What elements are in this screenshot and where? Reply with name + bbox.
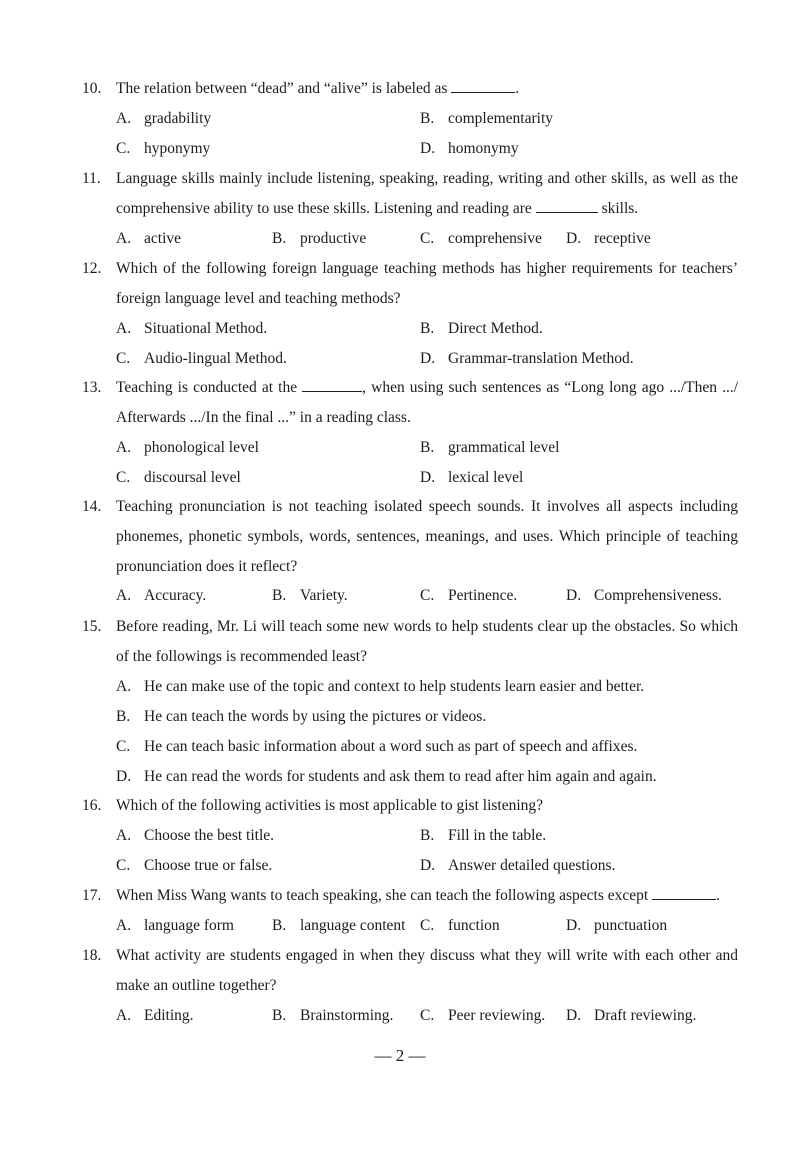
option-text: Answer detailed questions. <box>448 856 616 874</box>
option-d[interactable] <box>566 224 651 254</box>
option-b[interactable] <box>272 581 348 611</box>
stem-text: Before reading, Mr. Li will teach some new words to help students clear up the obstacles. So which of the followings is recommended least? <box>116 618 738 665</box>
option-text: Accuracy. <box>144 587 207 605</box>
options-row <box>116 224 756 254</box>
option-letter: C. <box>116 349 131 367</box>
question-number: 16. <box>82 797 102 814</box>
option-text: productive <box>300 229 367 247</box>
option-text: lexical level <box>448 468 524 486</box>
option-b[interactable] <box>272 224 366 254</box>
question-13 <box>0 373 800 493</box>
option-letter: D. <box>420 856 436 874</box>
question-stem <box>82 74 738 104</box>
option-c[interactable] <box>116 463 241 493</box>
option-d[interactable] <box>420 134 519 164</box>
option-text: Peer reviewing. <box>448 1006 546 1024</box>
option-letter: D. <box>420 139 436 157</box>
option-text: Editing. <box>144 1006 194 1024</box>
options-row <box>116 344 756 374</box>
stem-text: Which of the following foreign language teaching methods has higher requirements for teachers’ foreign language level and teaching methods? <box>116 260 738 307</box>
option-text: He can teach basic information about a word such as part of speech and affixes. <box>144 737 638 755</box>
option-a[interactable] <box>116 224 181 254</box>
stem-text: When Miss Wang wants to teach speaking, she can teach the following aspects except <box>116 887 649 904</box>
option-a[interactable] <box>116 433 259 463</box>
option-text: Variety. <box>300 587 348 605</box>
option-text: language content <box>300 916 406 934</box>
question-number: 10. <box>82 80 102 97</box>
option-letter: B. <box>420 109 435 127</box>
option-b[interactable] <box>272 1001 393 1031</box>
option-b[interactable] <box>272 911 405 941</box>
option-a[interactable] <box>116 1001 194 1031</box>
option-c[interactable] <box>116 344 287 374</box>
options-row <box>116 762 756 792</box>
question-number: 17. <box>82 887 102 904</box>
options-row <box>116 851 756 881</box>
options-row <box>116 104 756 134</box>
option-letter: D. <box>116 767 132 785</box>
option-a[interactable] <box>116 581 206 611</box>
option-d[interactable] <box>420 851 615 881</box>
option-text: Choose true or false. <box>144 856 273 874</box>
stem-text: Which of the following activities is most applicable to gist listening? <box>116 797 544 814</box>
option-letter: A. <box>116 916 132 934</box>
options-row <box>116 911 756 941</box>
options-row <box>116 581 756 611</box>
option-c[interactable] <box>420 911 500 941</box>
question-10 <box>0 74 800 164</box>
question-stem <box>82 373 738 433</box>
option-c[interactable] <box>420 224 542 254</box>
option-text: active <box>144 229 182 247</box>
option-text: Grammar-translation Method. <box>448 349 634 367</box>
option-letter: D. <box>566 229 582 247</box>
question-number: 12. <box>82 260 102 277</box>
page-number: — 2 — <box>374 1046 426 1065</box>
option-letter: D. <box>566 1006 582 1024</box>
option-letter: A. <box>116 229 132 247</box>
options-row <box>116 672 756 702</box>
option-text: discoursal level <box>144 468 241 486</box>
option-c[interactable] <box>420 1001 545 1031</box>
option-letter: A. <box>116 826 132 844</box>
option-text: function <box>448 916 500 934</box>
answer-blank <box>451 76 515 93</box>
option-c[interactable] <box>116 134 210 164</box>
option-letter: C. <box>116 856 131 874</box>
options-row <box>116 134 756 164</box>
question-number: 18. <box>82 947 102 964</box>
option-a[interactable] <box>116 821 274 851</box>
options-row <box>116 1001 756 1031</box>
option-text: comprehensive <box>448 229 542 247</box>
option-letter: B. <box>116 707 131 725</box>
question-11 <box>0 164 800 254</box>
stem-text: Teaching is conducted at the <box>116 379 298 396</box>
option-b[interactable] <box>420 433 559 463</box>
stem-text: Language skills mainly include listening, speaking, reading, writing and other skills, as well as the comprehensive ability to use these skills. Listening and reading are <box>116 170 738 217</box>
option-letter: B. <box>272 1006 287 1024</box>
stem-text: Teaching pronunciation is not teaching isolated speech sounds. It involves all aspects including phonemes, phonetic symbols, words, sentences, meanings, and uses. Which principle of teaching pronunciation does it reflect? <box>116 498 738 575</box>
option-b[interactable] <box>116 702 486 732</box>
option-text: Draft reviewing. <box>594 1006 697 1024</box>
option-b[interactable] <box>420 821 546 851</box>
option-letter: A. <box>116 438 132 456</box>
option-d[interactable] <box>566 1001 696 1031</box>
option-letter: B. <box>420 438 435 456</box>
stem-text: The relation between “dead” and “alive” is labeled as <box>116 80 448 97</box>
option-letter: C. <box>420 229 435 247</box>
question-16 <box>0 791 800 881</box>
option-text: Pertinence. <box>448 587 518 605</box>
option-text: homonymy <box>448 139 519 157</box>
question-stem <box>82 941 738 1001</box>
options-row <box>116 702 756 732</box>
option-text: complementarity <box>448 109 554 127</box>
option-a[interactable] <box>116 314 267 344</box>
option-text: receptive <box>594 229 651 247</box>
option-d[interactable] <box>566 911 667 941</box>
options-row <box>116 732 756 762</box>
option-text: Brainstorming. <box>300 1006 394 1024</box>
option-letter: C. <box>420 1006 435 1024</box>
question-number: 15. <box>82 618 102 635</box>
option-text: Comprehensiveness. <box>594 587 722 605</box>
option-d[interactable] <box>566 581 722 611</box>
option-text: gradability <box>144 109 212 127</box>
option-letter: D. <box>420 349 436 367</box>
option-letter: B. <box>420 319 435 337</box>
option-letter: C. <box>116 468 131 486</box>
option-a[interactable] <box>116 672 644 702</box>
option-text: Direct Method. <box>448 319 543 337</box>
option-text: He can make use of the topic and context to help students learn easier and better. <box>144 677 645 695</box>
question-stem <box>82 881 738 911</box>
option-letter: D. <box>420 468 436 486</box>
option-text: Audio-lingual Method. <box>144 349 287 367</box>
option-text: He can read the words for students and ask them to read after him again and again. <box>144 767 657 785</box>
question-stem <box>82 164 738 224</box>
stem-text-end: . <box>515 80 520 97</box>
option-text: Situational Method. <box>144 319 268 337</box>
question-number: 14. <box>82 498 102 515</box>
option-letter: A. <box>116 319 132 337</box>
option-letter: A. <box>116 677 132 695</box>
question-stem <box>82 612 738 672</box>
option-text: Choose the best title. <box>144 826 275 844</box>
option-c[interactable] <box>420 581 517 611</box>
option-d[interactable] <box>420 463 523 493</box>
option-a[interactable] <box>116 911 234 941</box>
question-12 <box>0 254 800 374</box>
question-18 <box>0 941 800 1031</box>
option-text: phonological level <box>144 438 259 456</box>
option-text: He can teach the words by using the pictures or videos. <box>144 707 487 725</box>
option-letter: C. <box>420 916 435 934</box>
question-number: 13. <box>82 379 102 396</box>
option-b[interactable] <box>420 104 553 134</box>
option-letter: B. <box>272 916 287 934</box>
question-number: 11. <box>82 170 101 187</box>
option-text: language form <box>144 916 234 934</box>
question-stem <box>82 791 738 821</box>
option-letter: A. <box>116 109 132 127</box>
option-letter: C. <box>116 139 131 157</box>
option-letter: A. <box>116 1006 132 1024</box>
option-letter: B. <box>420 826 435 844</box>
options-row <box>116 433 756 463</box>
option-letter: A. <box>116 587 132 605</box>
option-letter: D. <box>566 916 582 934</box>
stem-text-end: skills. <box>601 199 639 217</box>
options-row <box>116 463 756 493</box>
option-d[interactable] <box>116 762 657 792</box>
answer-blank <box>536 196 598 213</box>
option-c[interactable] <box>116 732 637 762</box>
question-stem <box>82 492 738 581</box>
option-text: grammatical level <box>448 438 560 456</box>
option-b[interactable] <box>420 314 543 344</box>
option-letter: B. <box>272 587 287 605</box>
option-d[interactable] <box>420 344 634 374</box>
option-letter: C. <box>116 737 131 755</box>
answer-blank <box>302 375 362 392</box>
question-17 <box>0 881 800 941</box>
question-stem <box>82 254 738 314</box>
question-15 <box>0 612 800 792</box>
stem-text-end: , when using such sentences as “Long long ago .../Then .../ Afterwards .../In the final ...” in a reading class. <box>116 379 738 426</box>
option-letter: D. <box>566 587 582 605</box>
option-c[interactable] <box>116 851 272 881</box>
option-text: punctuation <box>594 916 668 934</box>
option-text: hyponymy <box>144 139 211 157</box>
option-a[interactable] <box>116 104 211 134</box>
options-row <box>116 821 756 851</box>
option-letter: B. <box>272 229 287 247</box>
stem-text: What activity are students engaged in when they discuss what they will write with each other and make an outline together? <box>116 947 738 994</box>
option-text: Fill in the table. <box>448 826 547 844</box>
option-letter: C. <box>420 587 435 605</box>
question-14 <box>0 492 800 611</box>
answer-blank <box>652 883 716 900</box>
stem-text-end: . <box>716 887 720 904</box>
options-row <box>116 314 756 344</box>
